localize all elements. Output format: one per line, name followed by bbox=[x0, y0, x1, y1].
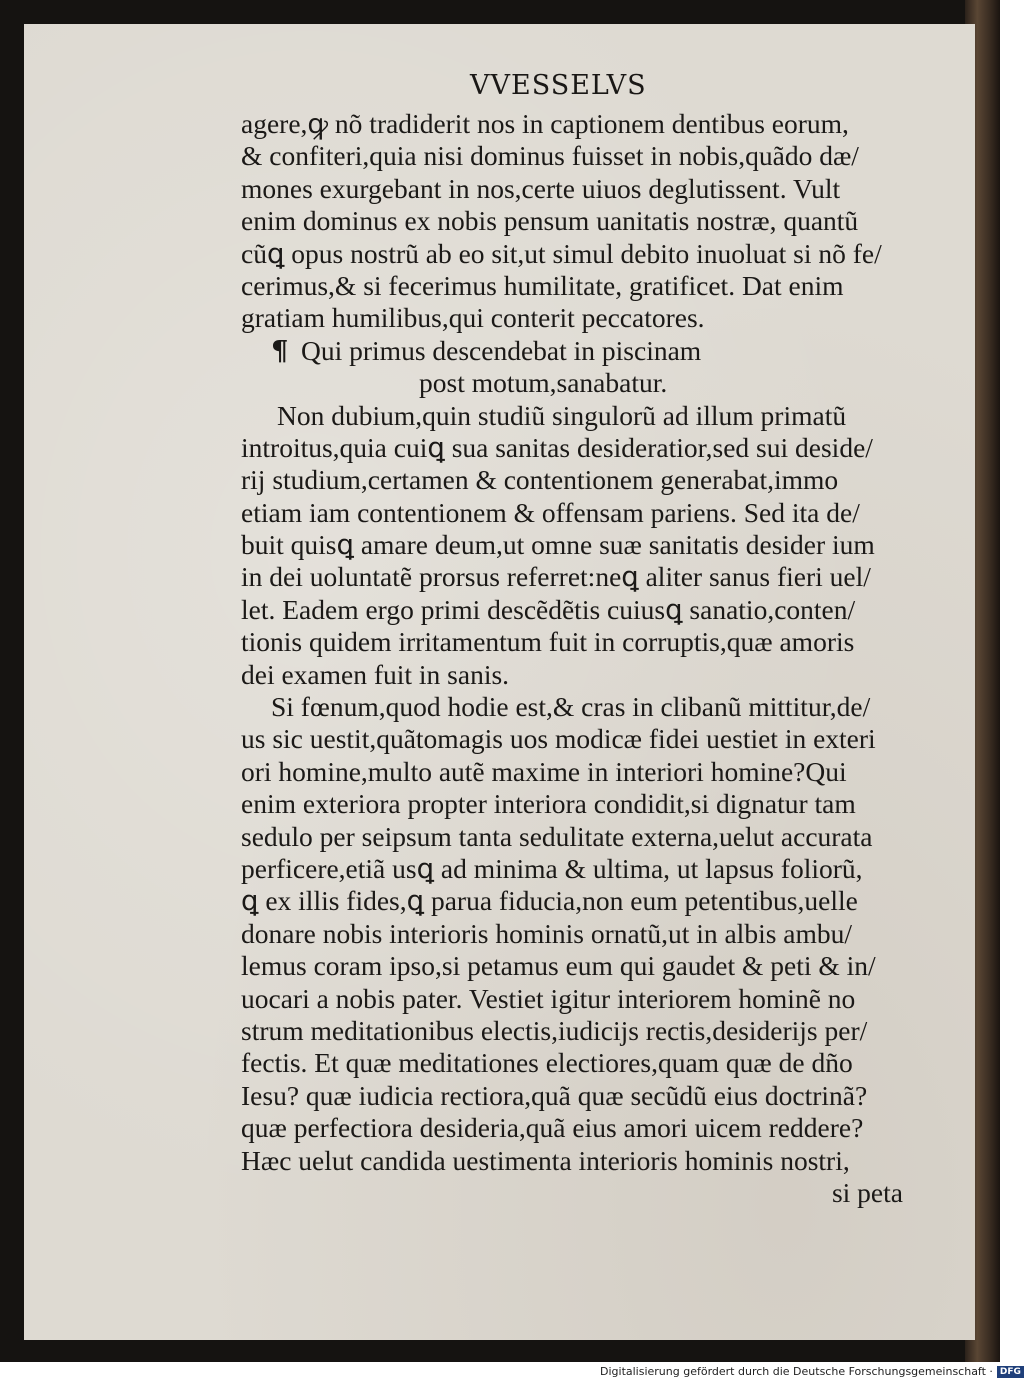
text-line: agere,ꝙ nõ tradiderit nos in captionem dentibus eorum, bbox=[241, 108, 849, 139]
text-line: enim dominus ex nobis pensum uanitatis nostræ, quantũ bbox=[241, 205, 859, 237]
text-line: Iesu? quæ iudicia rectiora,quã quæ secũdũ eius doctrinã? bbox=[241, 1079, 868, 1111]
text-line: dei examen fuit in sanis. bbox=[241, 658, 510, 690]
text-line: cũꝗ opus nostrũ ab eo sit,ut simul debito inuoluat si nõ fe/ bbox=[241, 237, 882, 269]
text-line: in dei uoluntatẽ prorsus referret:neꝗ aliter sanus fieri uel/ bbox=[241, 561, 871, 593]
funding-text: Digitalisierung gefördert durch die Deutsche Forschungsgemeinschaft · bbox=[600, 1365, 993, 1378]
body-text bbox=[241, 108, 911, 1209]
pilcrow-icon: ¶ bbox=[271, 334, 289, 367]
text-line: quæ perfectiora desideria,quã eius amori uicem reddere? bbox=[241, 1112, 864, 1144]
text-line: strum meditationibus electis,iudicijs rectis,desiderijs per/ bbox=[241, 1014, 868, 1046]
text-line: mones exurgebant in nos,certe uiuos deglutissent. Vult bbox=[241, 172, 841, 204]
text-line: us sic uestit,quãtomagis uos modicæ fidei uestiet in exteri bbox=[241, 723, 876, 755]
text-line: Si fœnum,quod hodie est,& cras in clibanũ mittitur,de/ bbox=[271, 691, 871, 723]
section-heading-line: post motum,sanabatur. bbox=[419, 367, 668, 399]
text-line: enim exteriora propter interiora condidit,si dignatur tam bbox=[241, 788, 856, 820]
text-line: rij studium,certamen & contentionem generabat,immo bbox=[241, 464, 839, 496]
text-line: buit quisꝗ amare deum,ut omne suæ sanitatis desider ium bbox=[241, 529, 875, 561]
running-head: VVESSELVS bbox=[470, 70, 647, 101]
catchword: si peta bbox=[831, 1176, 903, 1208]
text-line: sedulo per seipsum tanta sedulitate externa,uelut accurata bbox=[241, 820, 873, 852]
text-line: Hæc uelut candida uestimenta interioris hominis nostri, bbox=[241, 1144, 850, 1176]
funding-footer bbox=[600, 1365, 1024, 1378]
text-line: cerimus,& si fecerimus humilitate, gratificet. Dat enim bbox=[241, 269, 844, 301]
text-line: perficere,etiã usꝗ ad minima & ultima, ut lapsus foliorũ, bbox=[241, 852, 863, 884]
text-line: lemus coram ipso,si petamus eum qui gaudet & peti & in/ bbox=[241, 950, 876, 982]
text-line: let. Eadem ergo primi descẽdẽtis cuiusꝗ sanatio,conten/ bbox=[241, 593, 856, 625]
text-line: etiam iam contentionem & offensam pariens. Sed ita de/ bbox=[241, 496, 860, 528]
text-line: uocari a nobis pater. Vestiet igitur interiorem hominẽ no bbox=[241, 982, 856, 1014]
text-line: tionis quidem irritamentum fuit in corruptis,quæ amoris bbox=[241, 626, 855, 658]
text-line: & confiteri,quia nisi dominus fuisset in nobis,quãdo dæ/ bbox=[241, 140, 859, 172]
dfg-logo: DFG bbox=[997, 1366, 1024, 1378]
text-line: ꝗ ex illis fides,ꝗ parua fiducia,non eum petentibus,uelle bbox=[241, 885, 858, 917]
text-line: fectis. Et quæ meditationes electiores,quam quæ de dño bbox=[241, 1047, 853, 1079]
section-heading-line bbox=[241, 335, 911, 367]
section-heading: Qui primus descendebat in piscinam bbox=[301, 334, 702, 366]
text-line: Non dubium,quin studiũ singulorũ ad illum primatũ bbox=[277, 399, 847, 431]
text-line: donare nobis interioris hominis ornatũ,ut in albis ambu/ bbox=[241, 917, 853, 949]
text-line: gratiam humilibus,qui conterit peccatores. bbox=[241, 302, 705, 334]
text-line: introitus,quia cuiꝗ sua sanitas desideratior,sed sui deside/ bbox=[241, 431, 873, 463]
text-line: ori homine,multo autẽ maxime in interiori homine?Qui bbox=[241, 755, 847, 787]
